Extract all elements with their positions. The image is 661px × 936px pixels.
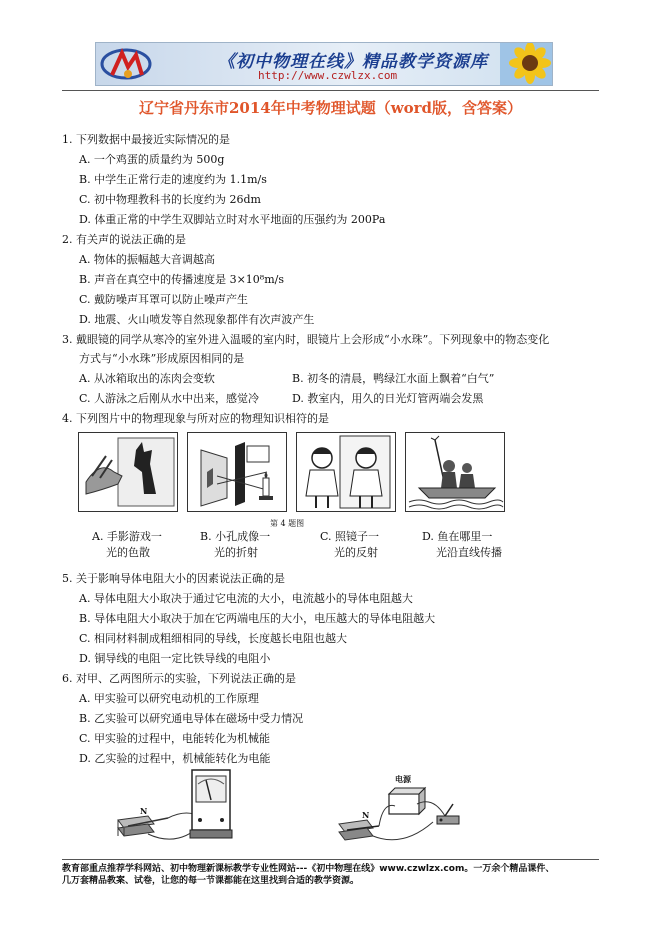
sunflower-icon [500,43,552,85]
power-supply-label: 电源 [395,775,411,784]
q4-option-d [422,529,502,561]
q4-option-a-line1: A. 手影游戏一 [92,530,162,543]
hand-shadow-figure [78,432,178,512]
q4-option-a-line2: 光的色散 [106,546,150,559]
q4-option-b-line2: 光的折射 [214,546,258,559]
banner-url[interactable]: http://www.czwlzx.com [258,69,398,82]
q5-option-c: C. 相同材料制成粗细相同的导线，长度越长电阻也越大 [79,632,348,645]
q6-stem: 6. 对甲、乙两图所示的实验，下列说法正确的是 [62,672,296,685]
q4-figure-caption: 第 4 题图 [270,519,305,528]
pinhole-camera-figure [187,432,287,512]
q1-option-a: A. 一个鸡蛋的质量约为 500g [79,153,225,166]
q2-option-c: C. 戴防噪声耳罩可以防止噪声产生 [79,293,249,306]
q4-option-c-line1: C. 照镜子一 [320,530,380,543]
q4-option-c-line2: 光的反射 [334,546,378,559]
q4-option-d-line2: 光沿直线传播 [436,546,502,559]
experiment-b-n-label: N [362,810,370,820]
footer-line-2: 几万套精品教案、试卷，让您的每一节课都能在这里找到合适的教学资源。 [62,876,360,886]
q6-option-d: D. 乙实验的过程中，机械能转化为电能 [79,752,271,765]
mirror-children-figure [296,432,396,512]
q1-option-d: D. 体重正常的中学生双脚站立时对水平地面的压强约为 200Pa [79,213,386,226]
q6-option-b: B. 乙实验可以研究通电导体在磁场中受力情况 [79,712,304,725]
experiment-a-n-label: N [140,806,148,816]
q3-option-b: B. 初冬的清晨，鸭绿江水面上飘着“白气” [292,372,495,385]
q1-option-c: C. 初中物理教科书的长度约为 26dm [79,193,261,206]
q3-option-c: C. 人游泳之后刚从水中出来，感觉冷 [79,392,260,405]
q6-option-a: A. 甲实验可以研究电动机的工作原理 [79,692,259,705]
q3-option-d: D. 教室内，用久的日光灯管两端会发黑 [292,392,484,405]
q2-stem: 2. 有关声的说法正确的是 [62,233,186,246]
fishing-boat-figure [405,432,505,512]
header-banner [95,42,553,86]
q5-option-a: A. 导体电阻大小取决于通过它电流的大小，电流越小的导体电阻越大 [79,592,413,605]
q1-stem: 1. 下列数据中最接近实际情况的是 [62,133,230,146]
header-rule [62,90,599,91]
q4-option-b-line1: B. 小孔成像一 [200,530,271,543]
q2-option-a: A. 物体的振幅越大音调越高 [79,253,215,266]
q5-option-b: B. 导体电阻大小取决于加在它两端电压的大小，电压越大的导体电阻越大 [79,612,436,625]
q3-stem-line1: 3. 戴眼镜的同学从寒冷的室外进入温暖的室内时，眼镜片上会形成“小水珠”。下列现象中的物态变化 [62,333,550,346]
q6-option-c: C. 甲实验的过程中，电能转化为机械能 [79,732,271,745]
experiment-b-figure [333,782,473,850]
q5-option-d: D. 铜导线的电阻一定比铁导线的电阻小 [79,652,271,665]
q2-option-d: D. 地震、火山喷发等自然现象都伴有次声波产生 [79,313,315,326]
experiment-a-figure [108,768,236,850]
footer-line-1: 教育部重点推荐学科网站、初中物理新课标教学专业性网站---《初中物理在线》www.czwlzx.com。一万余个精品课件、 [62,864,555,874]
banner-title: 《初中物理在线》精品教学资源库 [218,52,488,72]
q1-option-b: B. 中学生正常行走的速度约为 1.1m/s [79,173,267,186]
q3-option-a: A. 从冰箱取出的冻肉会变软 [79,372,215,385]
page-footer [62,859,599,887]
document-title: 辽宁省丹东市2014年中考物理试题（word版，含答案） [138,99,523,117]
q4-option-d-line1: D. 鱼在哪里一 [422,530,493,543]
site-logo-icon [98,45,154,83]
q4-option-a [92,529,162,561]
q4-option-c [320,529,379,561]
q4-stem: 4. 下列图片中的物理现象与所对应的物理知识相符的是 [62,412,329,425]
q4-option-b [200,529,270,561]
q5-stem: 5. 关于影响导体电阻大小的因素说法正确的是 [62,572,285,585]
q2-option-b: B. 声音在真空中的传播速度是 3×10⁸m/s [79,273,284,286]
q3-stem-line2: 方式与“小水珠”形成原因相同的是 [79,352,245,365]
